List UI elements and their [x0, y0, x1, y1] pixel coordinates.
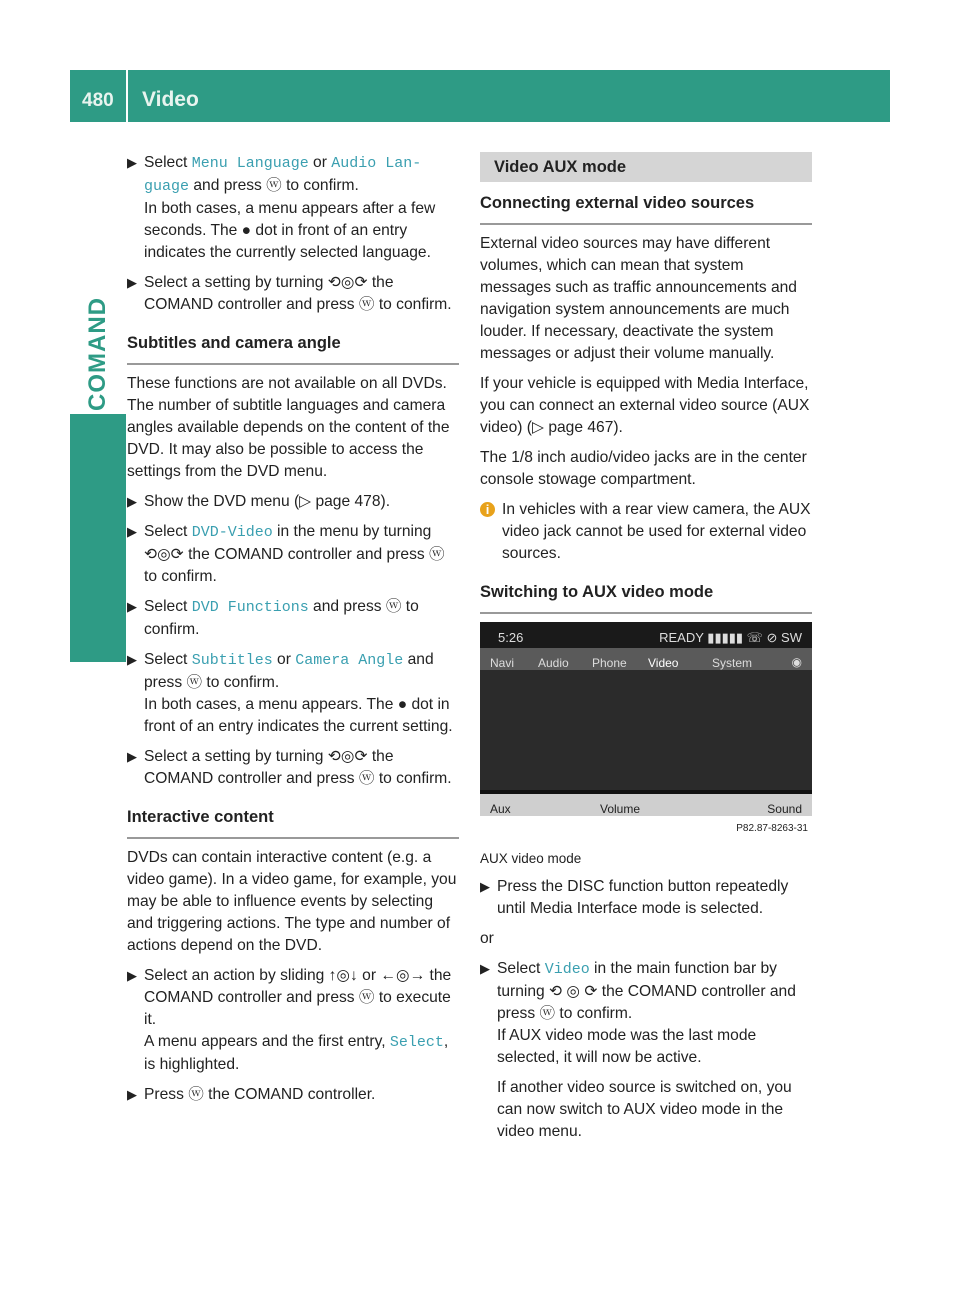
paragraph: These functions are not available on all DVDs. The number of subtitle languages and camera angles available depends on the content of the DVD. It may also be possible to access the settings from the DVD menu.: [127, 375, 450, 480]
step: [127, 746, 459, 790]
text: A menu appears and the first entry,: [144, 1033, 390, 1050]
arrow-icon: ▶: [127, 524, 137, 539]
text: Select: [144, 651, 192, 668]
screen-status: READY ▮▮▮▮▮ ☏ ⊘ SW: [659, 630, 802, 645]
page-header: [70, 70, 890, 122]
step: [127, 596, 459, 641]
text: and press ⓦ to confirm.: [189, 177, 359, 194]
text: Select: [497, 960, 545, 977]
step: [127, 521, 459, 588]
text: Select: [144, 598, 192, 615]
text: or: [272, 651, 296, 668]
info-icon: i: [480, 502, 495, 517]
image-code: P82.87-8263-31: [736, 823, 808, 834]
screen-function-item: Volume: [600, 802, 641, 816]
paragraph: DVDs can contain interactive content (e.g. a video game). In a video game, for example, you may be able to influence events by selecting and triggering actions. The type and number of actions depend on the DVD.: [127, 849, 457, 954]
section-heading: Connecting external video sources: [480, 192, 812, 225]
step: [480, 958, 812, 1143]
screen-menu-item: Audio: [538, 656, 569, 670]
screen-settings-icon: ◉: [791, 655, 802, 669]
text: or: [308, 154, 332, 171]
paragraph: External video sources may have different volumes, which can mean that system messages such as traffic announcements and navigation system announcements are much louder. If necessary, deactivate the system messages or adjust their volume manually.: [480, 235, 797, 362]
step: [127, 152, 459, 264]
image-caption: AUX video mode: [480, 851, 582, 866]
arrow-icon: ▶: [127, 275, 137, 290]
right-column: [480, 152, 812, 1151]
menu-item-code: DVD-Video: [191, 524, 273, 541]
arrow-icon: ▶: [480, 961, 490, 976]
step: [127, 649, 459, 738]
screen-time: 5:26: [498, 630, 524, 645]
text: Select a setting by turning ⟲◎⟳ the COMAND controller and press ⓦ to confirm.: [144, 748, 452, 787]
chapter-title: Video: [142, 88, 199, 111]
menu-item-code: Audio Lan‐ guage: [144, 155, 422, 195]
left-column: [127, 152, 459, 1114]
screen-video-area: [480, 670, 812, 790]
step: [127, 491, 459, 513]
screen-menu-bar: [480, 648, 812, 670]
note: If another video source is switched on, you can now switch to AUX video mode in the video menu.: [497, 1079, 792, 1140]
text: , is highlighted.: [144, 1033, 449, 1073]
text: and press ⓦ to confirm.: [144, 598, 419, 638]
arrow-icon: ▶: [480, 879, 490, 894]
text: in the main function bar by turning ⟲ ◎ ⟳ the COMAND controller and press ⓦ to confirm.: [497, 960, 796, 1022]
arrow-icon: ▶: [127, 1087, 137, 1102]
section-heading: Subtitles and camera angle: [127, 332, 459, 365]
comand-screen-image: [480, 622, 812, 842]
info-note: [480, 499, 812, 565]
page-number: 480: [82, 90, 114, 111]
screen-function-bar: [480, 794, 812, 816]
screen-menu-item-selected: Video: [648, 656, 679, 670]
screen-footer: [480, 816, 812, 842]
menu-item-code: Video: [544, 961, 590, 978]
text: Select: [144, 154, 192, 171]
step: [127, 965, 459, 1076]
menu-item-code: Camera Angle: [295, 652, 404, 669]
section-heading: Switching to AUX video mode: [480, 581, 812, 614]
arrow-icon: ▶: [127, 652, 137, 667]
sidebar-label: COMAND: [84, 297, 111, 411]
text: Select: [144, 523, 192, 540]
text: in the menu by turning ⟲◎⟳ the COMAND controller and press ⓦ to confirm.: [144, 523, 445, 585]
header-separator: [126, 70, 128, 122]
sidebar-tab: [70, 414, 126, 662]
section-bar: Video AUX mode: [480, 152, 812, 182]
text: Show the DVD menu (▷ page 478).: [144, 493, 391, 510]
arrow-icon: ▶: [127, 599, 137, 614]
paragraph: If your vehicle is equipped with Media Interface, you can connect an external video source (AUX video) (▷ page 467).: [480, 375, 810, 436]
text: Select an action by sliding ↑◎↓ or ←◎→ the COMAND controller and press ⓦ to execute it.: [144, 967, 452, 1028]
screen-menu-item: Phone: [592, 656, 627, 670]
screen-function-item: Sound: [767, 802, 802, 816]
arrow-icon: ▶: [127, 749, 137, 764]
screen-status-bar: [480, 622, 812, 648]
arrow-icon: ▶: [127, 155, 137, 170]
text: Press ⓦ the COMAND controller.: [144, 1086, 376, 1103]
note: In both cases, a menu appears. The ● dot in front of an entry indicates the current setting.: [144, 696, 453, 735]
screen-menu-item: System: [712, 656, 753, 670]
menu-item-code: Menu Language: [191, 155, 309, 172]
screen-menu-item: Navi: [490, 656, 515, 670]
section-heading: Interactive content: [127, 806, 459, 839]
arrow-icon: ▶: [127, 494, 137, 509]
text: In vehicles with a rear view camera, the AUX video jack cannot be used for external video sources.: [502, 501, 811, 562]
menu-item-code: Select: [389, 1034, 444, 1051]
step: [480, 876, 812, 920]
text: Select a setting by turning ⟲◎⟳ the COMAND controller and press ⓦ to confirm.: [144, 274, 452, 313]
note: If AUX video mode was the last mode selected, it will now be active.: [497, 1027, 757, 1066]
paragraph: The 1/8 inch audio/video jacks are in the center console stowage compartment.: [480, 449, 807, 488]
text: Press the DISC function button repeatedly until Media Interface mode is selected.: [497, 878, 789, 917]
step: [127, 1084, 459, 1106]
screen-function-item: Aux: [490, 802, 511, 816]
menu-item-code: Subtitles: [191, 652, 273, 669]
arrow-icon: ▶: [127, 968, 137, 983]
note: In both cases, a menu appears after a few seconds. The ● dot in front of an entry indicates the currently selected language.: [144, 200, 436, 261]
step: [127, 272, 459, 316]
sidebar: [70, 122, 126, 1302]
text: and press ⓦ to confirm.: [144, 651, 434, 691]
or-text: or: [480, 930, 494, 947]
menu-item-code: DVD Functions: [191, 599, 309, 616]
